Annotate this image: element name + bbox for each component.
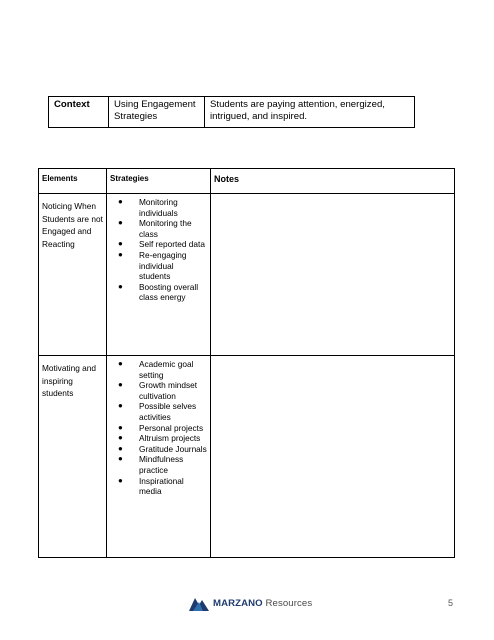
strategy-text: Self reported data <box>139 239 205 250</box>
strategies-cell <box>107 194 211 356</box>
list-item <box>110 476 207 497</box>
strategy-text: Altruism projects <box>139 433 201 444</box>
list-item <box>110 250 207 282</box>
list-item <box>110 359 207 380</box>
list-item <box>110 423 207 434</box>
header-elements: Elements <box>39 169 107 194</box>
elements-strategies-table <box>38 168 455 558</box>
list-item <box>110 239 207 250</box>
context-label: Context <box>49 97 109 128</box>
strategy-text: Boosting overall class energy <box>139 281 199 303</box>
strategy-text: Personal projects <box>139 422 204 433</box>
mountain-logo-icon <box>189 595 209 611</box>
bullet-icon: ● <box>118 218 123 228</box>
bullet-icon: ● <box>118 380 123 390</box>
bullet-icon: ● <box>118 197 123 206</box>
bullet-icon: ● <box>118 239 123 249</box>
strategy-text: Possible selves activities <box>139 401 197 422</box>
bullet-icon: ● <box>118 433 123 443</box>
strategy-text: Monitoring the class <box>139 218 192 239</box>
bullet-icon: ● <box>118 401 123 411</box>
list-item <box>110 218 207 239</box>
notes-cell[interactable] <box>211 356 455 558</box>
bullet-icon: ● <box>118 454 123 464</box>
table-header-row <box>39 169 455 194</box>
context-description: Students are paying attention, energized, intrigued, and inspired. <box>205 97 415 128</box>
bullet-icon: ● <box>118 281 123 291</box>
context-design-area: Using Engagement Strategies <box>109 97 205 128</box>
logo-brand-text: MARZANO <box>213 597 263 609</box>
bullet-icon: ● <box>118 443 123 453</box>
list-item <box>110 444 207 455</box>
context-table <box>48 96 415 128</box>
strategy-text: Gratitude Journals <box>139 443 207 454</box>
strategy-text: Inspirational media <box>139 475 184 497</box>
logo-text <box>213 598 312 609</box>
strategy-text: Mindfulness practice <box>139 454 184 475</box>
strategy-text: Growth mindset cultivation <box>139 380 198 401</box>
strategy-text: Academic goal setting <box>139 359 194 380</box>
bullet-icon: ● <box>118 359 123 368</box>
list-item <box>110 433 207 444</box>
list-item <box>110 197 207 218</box>
header-strategies: Strategies <box>107 169 211 194</box>
strategy-list <box>110 359 207 497</box>
bullet-icon: ● <box>118 249 123 259</box>
strategy-text: Re-engaging individual students <box>139 249 187 282</box>
table-row <box>39 356 455 558</box>
marzano-logo <box>189 595 312 611</box>
strategy-text: Monitoring individuals <box>139 197 178 218</box>
list-item <box>110 454 207 475</box>
table-row <box>39 194 455 356</box>
header-notes: Notes <box>211 169 455 194</box>
notes-cell[interactable] <box>211 194 455 356</box>
strategy-list <box>110 197 207 303</box>
list-item <box>110 282 207 303</box>
element-cell: Noticing When Students are not Engaged and Reacting <box>39 194 107 356</box>
bullet-icon: ● <box>118 422 123 432</box>
list-item <box>110 380 207 401</box>
context-row <box>49 97 415 128</box>
page-number: 5 <box>448 598 454 608</box>
element-cell: Motivating and inspiring students <box>39 356 107 558</box>
bullet-icon: ● <box>118 475 123 485</box>
logo-resources-text: Resources <box>265 597 313 609</box>
strategies-cell <box>107 356 211 558</box>
list-item <box>110 401 207 422</box>
